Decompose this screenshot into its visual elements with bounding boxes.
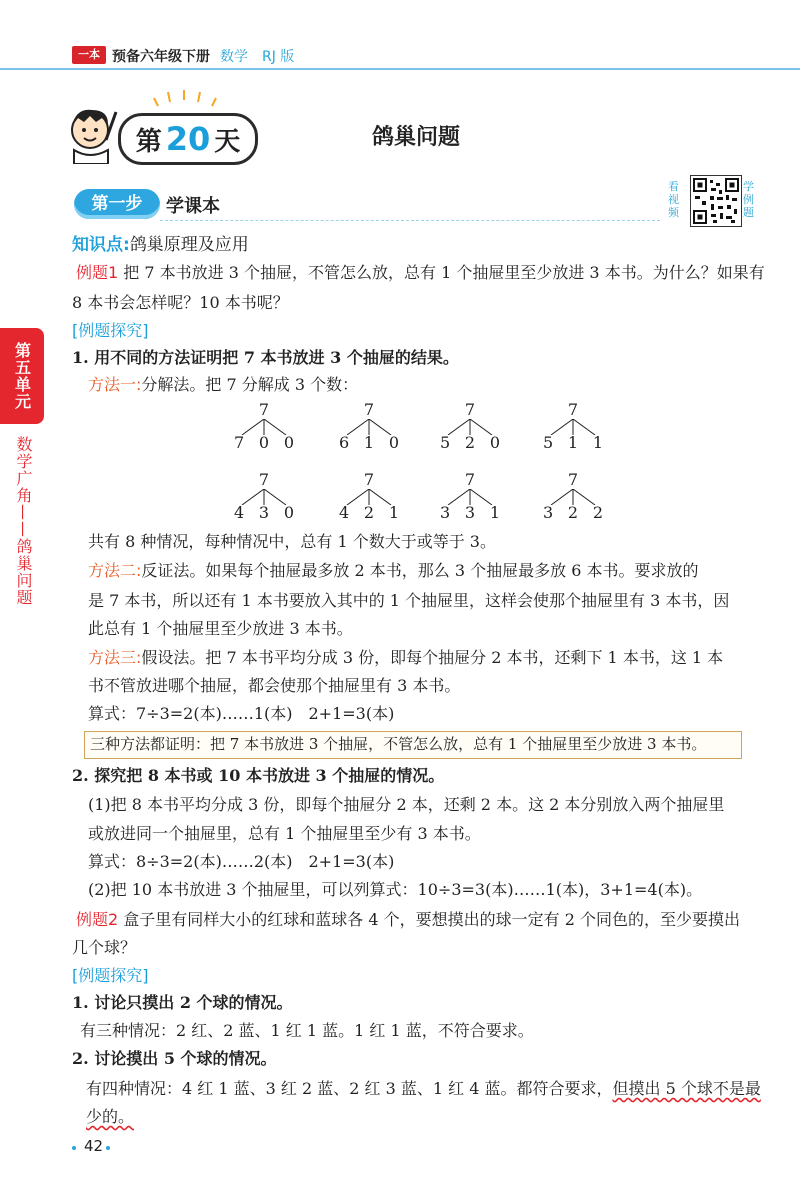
tree-leaves [543, 503, 603, 522]
tree-leaf: 4 [234, 503, 245, 522]
tree-leaves [543, 433, 603, 452]
edition-label: RJ 版 [262, 49, 295, 65]
formula2: 算式：8÷3=2(本)……2(本) 2+1=3(本) [88, 852, 395, 871]
example2-line1 [76, 909, 740, 931]
decomposition-tree [234, 470, 294, 524]
decomposition-tree [339, 400, 399, 454]
method1-text: 分解法。把 7 分解成 3 个数： [141, 375, 359, 394]
tree-root: 7 [567, 400, 579, 419]
method3-label: 方法三: [88, 648, 142, 667]
brand-logo: 一本 [72, 46, 106, 64]
knowledge-point [72, 234, 249, 256]
page-dot-left [72, 1146, 76, 1150]
tree-leaf: 2 [567, 503, 579, 522]
tree-leaf: 3 [464, 503, 476, 522]
decomposition-tree [543, 400, 603, 454]
example1-line2: 8 本书会怎样呢？10 本书呢？ [72, 293, 289, 312]
qr-code-icon[interactable] [690, 175, 742, 227]
example1-label: 例题1 [76, 263, 119, 282]
day-suffix: 天 [214, 126, 241, 157]
example1-line1 [76, 262, 765, 284]
tree-leaves [234, 503, 294, 522]
qr-caption-left: 看视频 [668, 180, 679, 219]
page-number: 42 [84, 1137, 104, 1155]
tree-leaf: 2 [363, 503, 375, 522]
example2-a1: 有三种情况：2 红、2 蓝、1 红 1 蓝。1 红 1 蓝，不符合要求。 [80, 1021, 534, 1040]
method2-label: 方法二: [88, 561, 142, 580]
step-badge: 第一步 [74, 189, 160, 219]
tree-root: 7 [363, 400, 375, 419]
tree-leaf: 1 [592, 433, 603, 452]
method2-text1: 反证法。如果每个抽屉最多放 2 本书，那么 3 个抽屉最多放 6 本书。要求放的 [141, 561, 699, 580]
tree-leaf: 1 [363, 433, 375, 452]
lesson-title: 鸽巢问题 [372, 125, 461, 150]
tree-leaf: 2 [592, 503, 603, 522]
tree-root: 7 [258, 470, 270, 489]
decomposition-tree [339, 470, 399, 524]
sun-rays-icon [148, 88, 228, 108]
tree-leaf: 7 [234, 433, 245, 452]
tree-leaf: 0 [283, 433, 294, 452]
example1-explore: [例题探究] [72, 321, 149, 340]
step-title: 学课本 [166, 196, 220, 217]
tree-root: 7 [258, 400, 270, 419]
subject-label: 数学 [220, 49, 248, 65]
decomposition-tree [234, 400, 294, 454]
tree-leaf: 2 [464, 433, 476, 452]
example2-q2: 2. 讨论摸出 5 个球的情况。 [72, 1049, 277, 1068]
decomposition-tree [440, 470, 500, 524]
example2-a2-line2: 少的。 [86, 1107, 135, 1126]
example2-explore: [例题探究] [72, 966, 149, 985]
book-title: 预备六年级下册 [112, 49, 210, 65]
formula1: 算式：7÷3=2(本)……1(本) 2+1=3(本) [88, 704, 395, 723]
mascot-icon [62, 100, 122, 164]
example1-text1: 把 7 本书放进 3 个抽屉，不管怎么放，总有 1 个抽屉里至少放进 3 本书。为什么？如果有 [123, 263, 765, 282]
decomposition-tree [543, 470, 603, 524]
method3-line1 [88, 647, 723, 669]
tree-leaf: 0 [489, 433, 500, 452]
method2-line1 [88, 560, 698, 582]
example2-q1: 1. 讨论只摸出 2 个球的情况。 [72, 993, 293, 1012]
q2-part2: (2)把 10 本书放进 3 个抽屉里，可以列算式：10÷3=3(本)……1(本)，3+1=4(本)。 [88, 880, 703, 899]
example2-a2-text-b: 但摸出 5 个球不是最 [612, 1079, 761, 1098]
knowledge-text: 鸽巢原理及应用 [129, 235, 249, 255]
tree-leaves [234, 433, 294, 452]
tree-root: 7 [464, 470, 476, 489]
method3-line2: 书不管放进哪个抽屉，都会使那个抽屉里有 3 本书。 [88, 676, 461, 695]
tree-leaves [339, 503, 399, 522]
tree-leaf: 3 [258, 503, 270, 522]
page-dot-right [106, 1146, 110, 1150]
tree-leaves [440, 503, 500, 522]
tree-leaf: 4 [339, 503, 350, 522]
tree-leaf: 0 [388, 433, 399, 452]
tree-leaf: 5 [543, 433, 554, 452]
tree-root: 7 [464, 400, 476, 419]
tree-leaf: 1 [567, 433, 579, 452]
tree-leaves [339, 433, 399, 452]
header-divider [0, 68, 800, 70]
example2-a2-line1 [86, 1078, 761, 1100]
tree-leaf: 6 [339, 433, 350, 452]
tree-leaves [440, 433, 500, 452]
tree-leaf: 1 [388, 503, 399, 522]
tree-leaf: 1 [489, 503, 500, 522]
day-number: 20 [165, 120, 211, 158]
method2-line2: 是 7 本书，所以还有 1 本书要放入其中的 1 个抽屉里，这样会使那个抽屉里有 3 本书，因 [88, 591, 730, 610]
example2-line2: 几个球？ [72, 938, 137, 957]
tree-leaf: 0 [258, 433, 270, 452]
example1-q2: 2. 探究把 8 本书或 10 本书放进 3 个抽屉的情况。 [72, 766, 445, 785]
step-divider [160, 220, 660, 222]
example1-q1: 1. 用不同的方法证明把 7 本书放进 3 个抽屉的结果。 [72, 348, 459, 367]
unit-topic: 数学广角——鸽巢问题 [14, 436, 33, 606]
q2-part1-line2: 或放进同一个抽屉里，总有 1 个抽屉里至少有 3 本书。 [88, 824, 481, 843]
method2-line3: 此总有 1 个抽屉里至少放进 3 本书。 [88, 619, 353, 638]
knowledge-label: 知识点: [72, 235, 130, 255]
example2-text1: 盒子里有同样大小的红球和蓝球各 4 个，要想摸出的球一定有 2 个同色的，至少要摸出 [123, 910, 740, 929]
method1-line [88, 374, 358, 396]
example2-a2-text-a: 有四种情况：4 红 1 蓝、3 红 2 蓝、2 红 3 蓝、1 红 4 蓝。都符合要求， [86, 1079, 613, 1098]
method1-summary: 共有 8 种情况，每种情况中，总有 1 个数大于或等于 3。 [88, 532, 496, 551]
q2-part1-line1: (1)把 8 本书平均分成 3 份，即每个抽屉分 2 本，还剩 2 本。这 2 本分别放入两个抽屉里 [88, 795, 725, 814]
unit-tab: 第五单元 [0, 328, 44, 424]
tree-leaf: 3 [440, 503, 451, 522]
tree-leaf: 5 [440, 433, 451, 452]
conclusion-text: 三种方法都证明：把 7 本书放进 3 个抽屉，不管怎么放，总有 1 个抽屉里至少放进 3 本书。 [90, 735, 707, 753]
day-prefix: 第 [135, 126, 162, 157]
qr-caption-right: 学例题 [743, 180, 754, 219]
method1-label: 方法一: [88, 375, 142, 394]
tree-leaf: 0 [283, 503, 294, 522]
example2-label: 例题2 [76, 910, 119, 929]
tree-root: 7 [567, 470, 579, 489]
tree-leaf: 3 [543, 503, 554, 522]
decomposition-tree [440, 400, 500, 454]
day-badge [118, 113, 258, 165]
tree-root: 7 [363, 470, 375, 489]
method3-text1: 假设法。把 7 本书平均分成 3 份，即每个抽屉分 2 本书，还剩下 1 本书，这 1 本 [141, 648, 724, 667]
